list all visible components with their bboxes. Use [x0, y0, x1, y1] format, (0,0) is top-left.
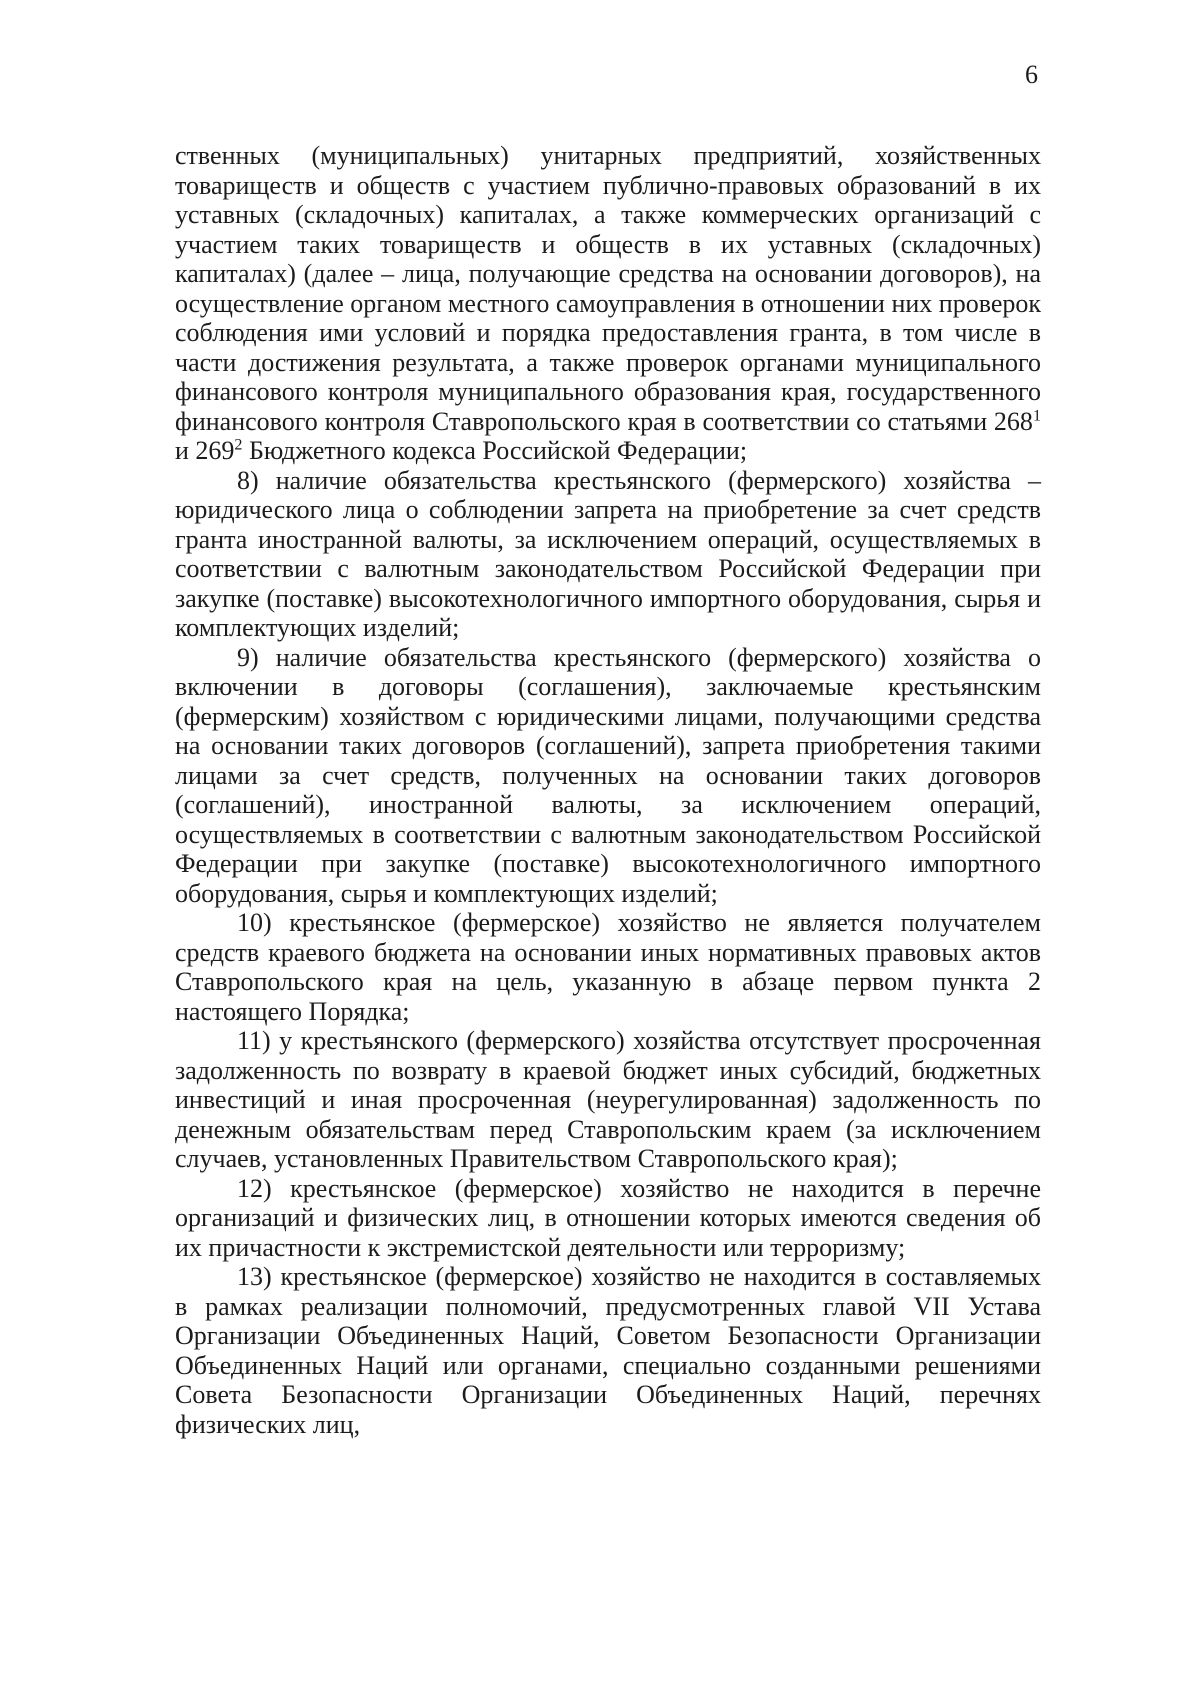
paragraph-item-10: 10) крестьянское (фермерское) хозяйство не является получателем средств краевого бюджета на основании иных нормативных правовых актов Ставропольского края на цель, указанную в абзаце первом пункта 2 настоящего Порядка; — [175, 908, 1041, 1026]
paragraph-item-8: 8) наличие обязательства крестьянского (фермерского) хозяйства – юридического лица о соблюдении запрета на приобретение за счет средств гранта иностранной валюты, за исключением операций, осуществляемых в соответствии с валютным законодательством Российской Федерации при закупке (поставке) высокотехнологичного импортного оборудования, сырья и комплектующих изделий; — [175, 465, 1041, 642]
paragraph-continuation — [175, 141, 1041, 466]
paragraph-item-13: 13) крестьянское (фермерское) хозяйство не находится в составляемых в рамках реализации полномочий, предусмотренных главой VII Устава Организации Объединенных Наций, Советом Безопасности Организации Объединенных Наций или органами, специально созданными решениями Совета Безопасности Организации Объединенных Наций, перечнях физических лиц, — [175, 1262, 1041, 1439]
paragraph-text: Бюджетного кодекса Российской Федерации; — [242, 436, 748, 465]
superscript-article-269: 2 — [234, 436, 243, 454]
paragraph-item-12: 12) крестьянское (фермерское) хозяйство не находится в перечне организаций и физических лиц, в отношении которых имеются сведения об их причастности к экстремистской деятельности или терроризму; — [175, 1173, 1041, 1262]
page-number: 6 — [1025, 60, 1038, 89]
superscript-article-268: 1 — [1032, 406, 1041, 424]
paragraph-text: ственных (муниципальных) унитарных предприятий, хозяйственных товариществ и обществ с участием публично-правовых образований в их уставных (складочных) капиталах, а также коммерческих организаций с участием таких товариществ и обществ в их уставных (складочных) капиталах) (далее – лица, получающие средства на основании договоров), на осуществление органом местного самоуправления в отношении них проверок соблюдения ими условий и порядка предоставления гранта, в том числе в части достижения результата, а также проверок органами муниципального финансового контроля муниципального образования края, государственного финансового контроля Ставропольского края в соответствии со статьями 268 — [175, 141, 1041, 436]
paragraph-text: и 269 — [175, 436, 235, 465]
paragraph-item-11: 11) у крестьянского (фермерского) хозяйства отсутствует просроченная задолженность по возврату в краевой бюджет иных субсидий, бюджетных инвестиций и иная просроченная (неурегулированная) задолженность по денежным обязательствам перед Ставропольским краем (за исключением случаев, установленных Правительством Ставропольского края); — [175, 1026, 1041, 1173]
paragraph-item-9: 9) наличие обязательства крестьянского (фермерского) хозяйства о включении в договоры (соглашения), заключаемые крестьянским (фермерским) хозяйством с юридическими лицами, получающими средства на основании таких договоров (соглашений), запрета приобретения такими лицами за счет средств, полученных на основании таких договоров (соглашений), иностранной валюты, за исключением операций, осуществляемых в соответствии с валютным законодательством Российской Федерации при закупке (поставке) высокотехнологичного импортного оборудования, сырья и комплектующих изделий; — [175, 642, 1041, 908]
document-text — [175, 141, 1041, 1439]
